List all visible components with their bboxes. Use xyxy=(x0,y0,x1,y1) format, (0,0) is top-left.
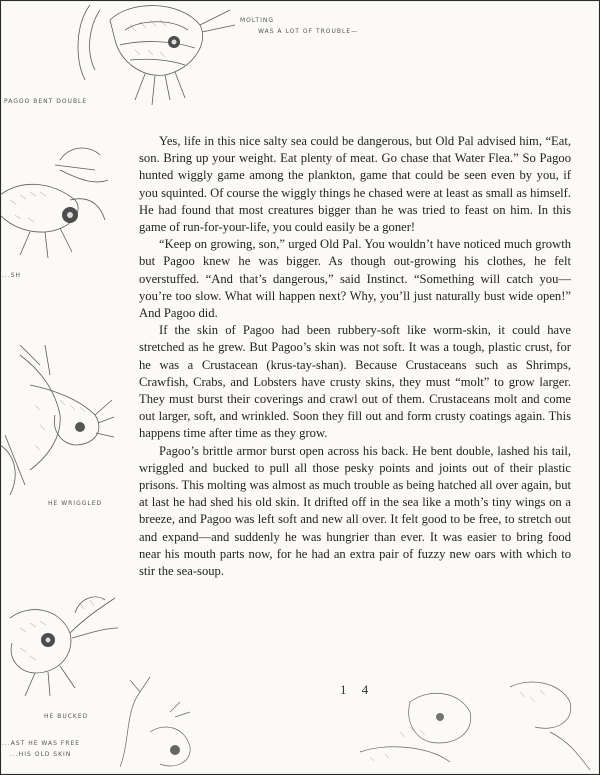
bottom-left-caption-line1: ...AST HE WAS FREE xyxy=(2,740,81,747)
story-text xyxy=(139,133,571,580)
paragraph-4: Pagoo’s brittle armor burst open across his back. He bent double, lashed his tail, wriggled and bucked to pull all those pesky points and joints out of their plastic prisons. This molting was almost as much trouble as being hatched all over again, but at last he had shed his old skin. It drifted off in the sea like a moth’s tiny wings on a breeze, and Pagoo was left soft and new all over. It felt good to be free, to stretch out and expand—and suddenly he was hungrier than ever. It was easier to bring food near his mouth parts now, for he had an extra pair of fuzzy new oars with which to stir the sea-soup. xyxy=(139,443,571,579)
page-number: 1 4 xyxy=(340,682,375,697)
bottom-left-caption-line2: ...HIS OLD SKIN xyxy=(10,751,72,758)
top-note-line2: WAS A LOT OF TROUBLE— xyxy=(258,28,359,35)
shrimp-sketch-upper xyxy=(0,140,110,260)
paragraph-1: Yes, life in this nice salty sea could be dangerous, but Old Pal advised him, “Eat, son. Bring up your weight. Eat plenty of meat. Go chase that Water Flea.” So Pagoo hunted wiggly game among the plankton, game that could be seen even by you, if you squinted. Of course the wiggly things he chased were at least as small as himself. He had found that most creatures bigger than he was tried to feast on him. In this game of run-for-your-life, you could easily be a goner! xyxy=(139,134,571,235)
shrimp-sketch-lower xyxy=(0,588,120,698)
paragraph-3: If the skin of Pagoo had been rubbery-soft like worm-skin, it could have stretched as he grew. But Pagoo’s skin was not soft. It was a tough, plastic crust, for he was a Crustacean (krus-tay-shan). Because Crustaceans such as Shrimps, Crawfish, Crabs, and Lobsters have crusty skins, they must “molt” to grow larger. They must burst their coverings and crawl out of them. Crustaceans molt and come out larger, soft, and wrinkled. Soon they fill out and form crusty coatings again. This happens time after time as they grow. xyxy=(139,323,571,441)
top-note-line1: MOLTING xyxy=(240,17,274,24)
left-top-caption: PAGOO BENT DOUBLE xyxy=(4,98,88,105)
molting-creature-sketch xyxy=(70,0,240,110)
paragraph-2: “Keep on growing, son,” urged Old Pal. You wouldn’t have noticed much growth but Pagoo knew he was bigger. As though out-growing his clothes, he felt overstuffed. “And that’s dangerous,” said Instinct. “Something will catch you—you’re too slow. What will happen next? Why, you’ll just naturally bust wide open!” And Pagoo did. xyxy=(139,237,571,321)
left-mid-caption: HE WRIGGLED xyxy=(48,500,103,507)
left-lower-caption: HE BUCKED xyxy=(44,713,89,720)
left-small-mark: ...SH xyxy=(2,272,22,279)
shrimp-sketch-middle xyxy=(0,345,115,495)
